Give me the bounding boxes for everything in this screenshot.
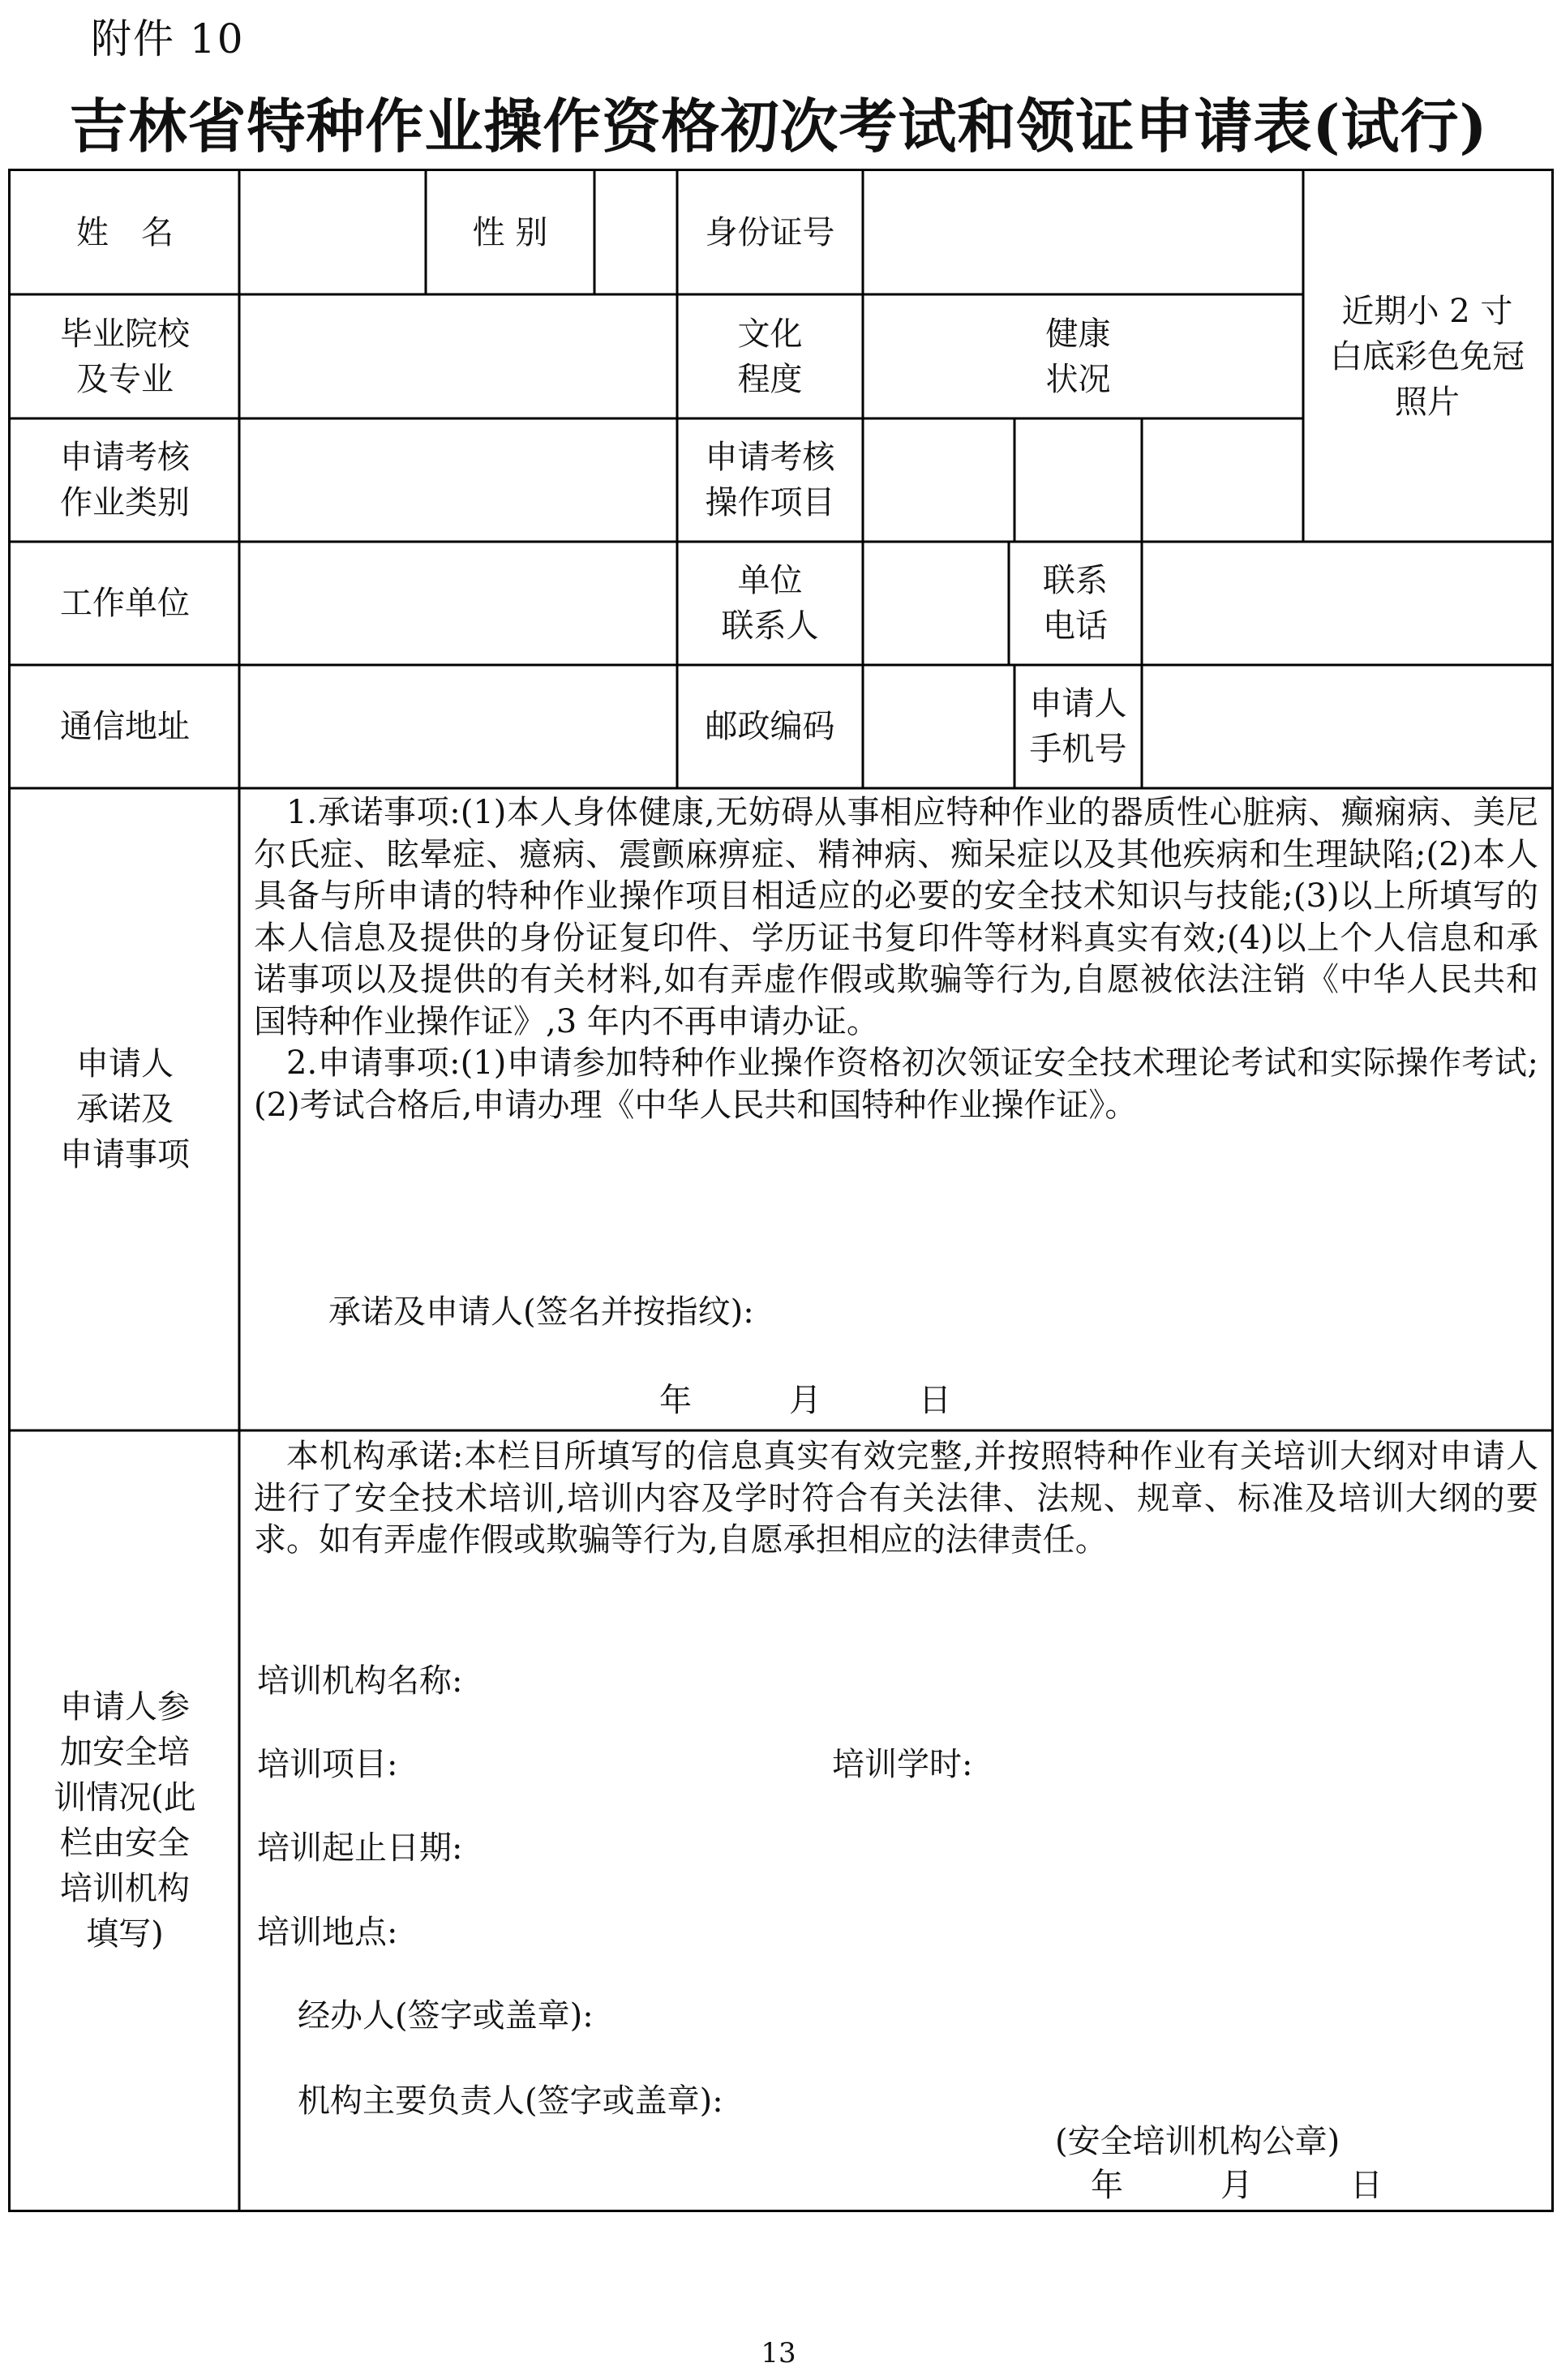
training-hours-field: 培训学时: <box>832 1746 973 1783</box>
gender-label: 性 别 <box>472 214 548 251</box>
training-period-field: 培训起止日期: <box>257 1829 463 1867</box>
commitment-label: 申请人 承诺及 申请事项 <box>60 1045 190 1173</box>
school-label: 毕业院校 及专业 <box>60 315 190 398</box>
training-statement-block <box>254 1436 1538 1562</box>
id-number-label: 身份证号 <box>705 214 835 251</box>
postcode-label: 邮政编码 <box>705 708 835 745</box>
page-number: 13 <box>761 2337 796 2369</box>
address-label: 通信地址 <box>60 708 190 745</box>
unit-contact-label: 单位 联系人 <box>721 562 819 645</box>
education-label: 文化 程度 <box>737 315 803 398</box>
institution-name-field: 培训机构名称: <box>257 1662 463 1700</box>
applicant-signature: 承诺及申请人(签名并按指纹): <box>328 1293 754 1331</box>
contact-phone-label: 联系 电话 <box>1043 562 1108 645</box>
form-title: 吉林省特种作业操作资格初次考试和领证申请表(试行) <box>69 92 1488 161</box>
training-label: 申请人参 加安全培 训情况(此 栏由安全 培训机构 填写) <box>54 1687 196 1953</box>
handler-signature: 经办人(签字或盖章): <box>298 1997 594 2035</box>
training-date: 年 月 日 <box>1091 2167 1383 2204</box>
photo-placeholder: 近期小 2 寸 白底彩色免冠 照片 <box>1330 292 1525 421</box>
head-signature: 机构主要负责人(签字或盖章): <box>298 2082 723 2120</box>
institution-seal: (安全培训机构公章) <box>1055 2123 1340 2160</box>
commitment-text <box>254 792 1538 1126</box>
training-project-field: 培训项目: <box>257 1746 398 1783</box>
training-statement: 本机构承诺:本栏目所填写的信息真实有效完整,并按照特种作业有关培训大纲对申请人进行了安全技术培训,培训内容及学时符合有关法律、法规、规章、标准及培训大纲的要求。如有弄虚作假或欺骗等行为,自愿承担相应的法律责任。 <box>254 1438 1538 1559</box>
annex-number: 附件 10 <box>91 15 245 62</box>
work-unit-label: 工作单位 <box>60 585 190 622</box>
commitment-items: 1.承诺事项:(1)本人身体健康,无妨碍从事相应特种作业的器质性心脏病、癫痫病、美尼尔氏症、眩晕症、癔病、震颤麻痹症、精神病、痴呆症以及其他疾病和生理缺陷;(2)本人具备与所申请的特种作业操作项目相适应的必要的安全技术知识与技能;(3)以上所填写的本人信息及提供的身份证复印件、学历证书复印件等材料真实有效;(4)以上个人信息和承诺事项以及提供的有关材料,如有弄虚作假或欺骗等行为,自愿被依法注销《中华人民共和国特种作业操作证》,3 年内不再申请办证。 <box>254 794 1538 1040</box>
operation-item-label: 申请考核 操作项目 <box>705 439 835 521</box>
applicant-mobile-label: 申请人 手机号 <box>1029 685 1127 768</box>
application-form <box>8 169 1554 2212</box>
health-label: 健康 状况 <box>1045 315 1111 398</box>
training-location-field: 培训地点: <box>257 1914 398 1951</box>
commitment-date: 年 月 日 <box>659 1382 951 1419</box>
application-items: 2.申请事项:(1)申请参加特种作业操作资格初次领证安全技术理论考试和实际操作考试;(2)考试合格后,申请办理《中华人民共和国特种作业操作证》。 <box>254 1044 1538 1124</box>
name-label: 姓 名 <box>76 214 174 251</box>
category-label: 申请考核 作业类别 <box>60 439 190 521</box>
